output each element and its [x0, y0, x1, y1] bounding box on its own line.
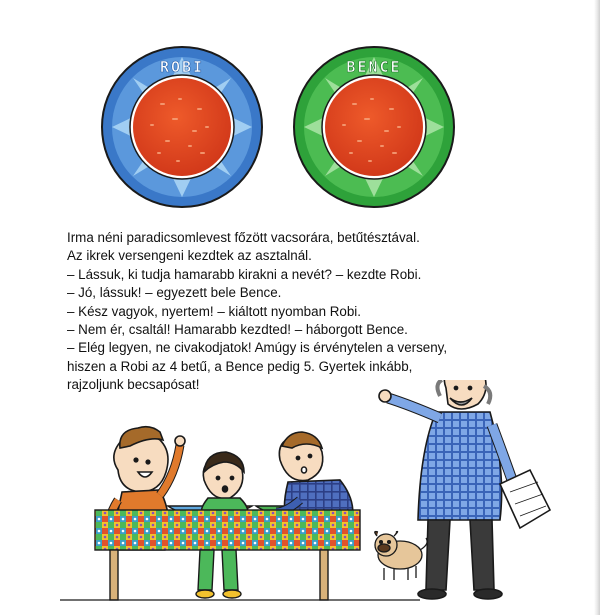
story-line: – Lássuk, ki tudja hamarabb kirakni a nevét? – kezdte Robi. — [67, 266, 422, 282]
page-edge-shadow — [594, 0, 600, 615]
bence-figure — [202, 452, 248, 512]
soup-plates-illustration — [0, 0, 600, 225]
bence-plate — [294, 47, 454, 207]
family-dinner-illustration — [0, 380, 600, 615]
bence-plate-label: BENCE — [346, 58, 402, 76]
legs-under-table — [196, 550, 241, 598]
robi-plate — [102, 47, 262, 207]
pug-dog — [375, 532, 427, 581]
story-line: – Elég legyen, ne civakodjatok! Amúgy is érvénytelen a verseny, — [67, 340, 448, 356]
story-line: rajzoljunk becsapósat! — [67, 377, 200, 393]
story-line: – Nem ér, csaltál! Hamarabb kezdted! – háborgott Bence. — [67, 322, 408, 338]
story-line: – Jó, lássuk! – egyezett bele Bence. — [67, 285, 282, 301]
robi-plate-label: ROBI — [159, 58, 205, 76]
story-line: hiszen a Robi az 4 betű, a Bence pedig 5. Gyertek inkább, — [67, 358, 413, 374]
bence-brother-figure — [276, 432, 353, 520]
story-line: Irma néni paradicsomlevest főzött vacsorára, betűtésztával. — [67, 230, 420, 245]
story-line: Az ikrek versengeni kezdtek az asztalnál. — [67, 248, 312, 264]
story-text — [67, 229, 547, 395]
dinner-table — [60, 510, 420, 600]
story-line: – Kész vagyok, nyertem! – kiáltott nyomban Robi. — [67, 303, 361, 319]
